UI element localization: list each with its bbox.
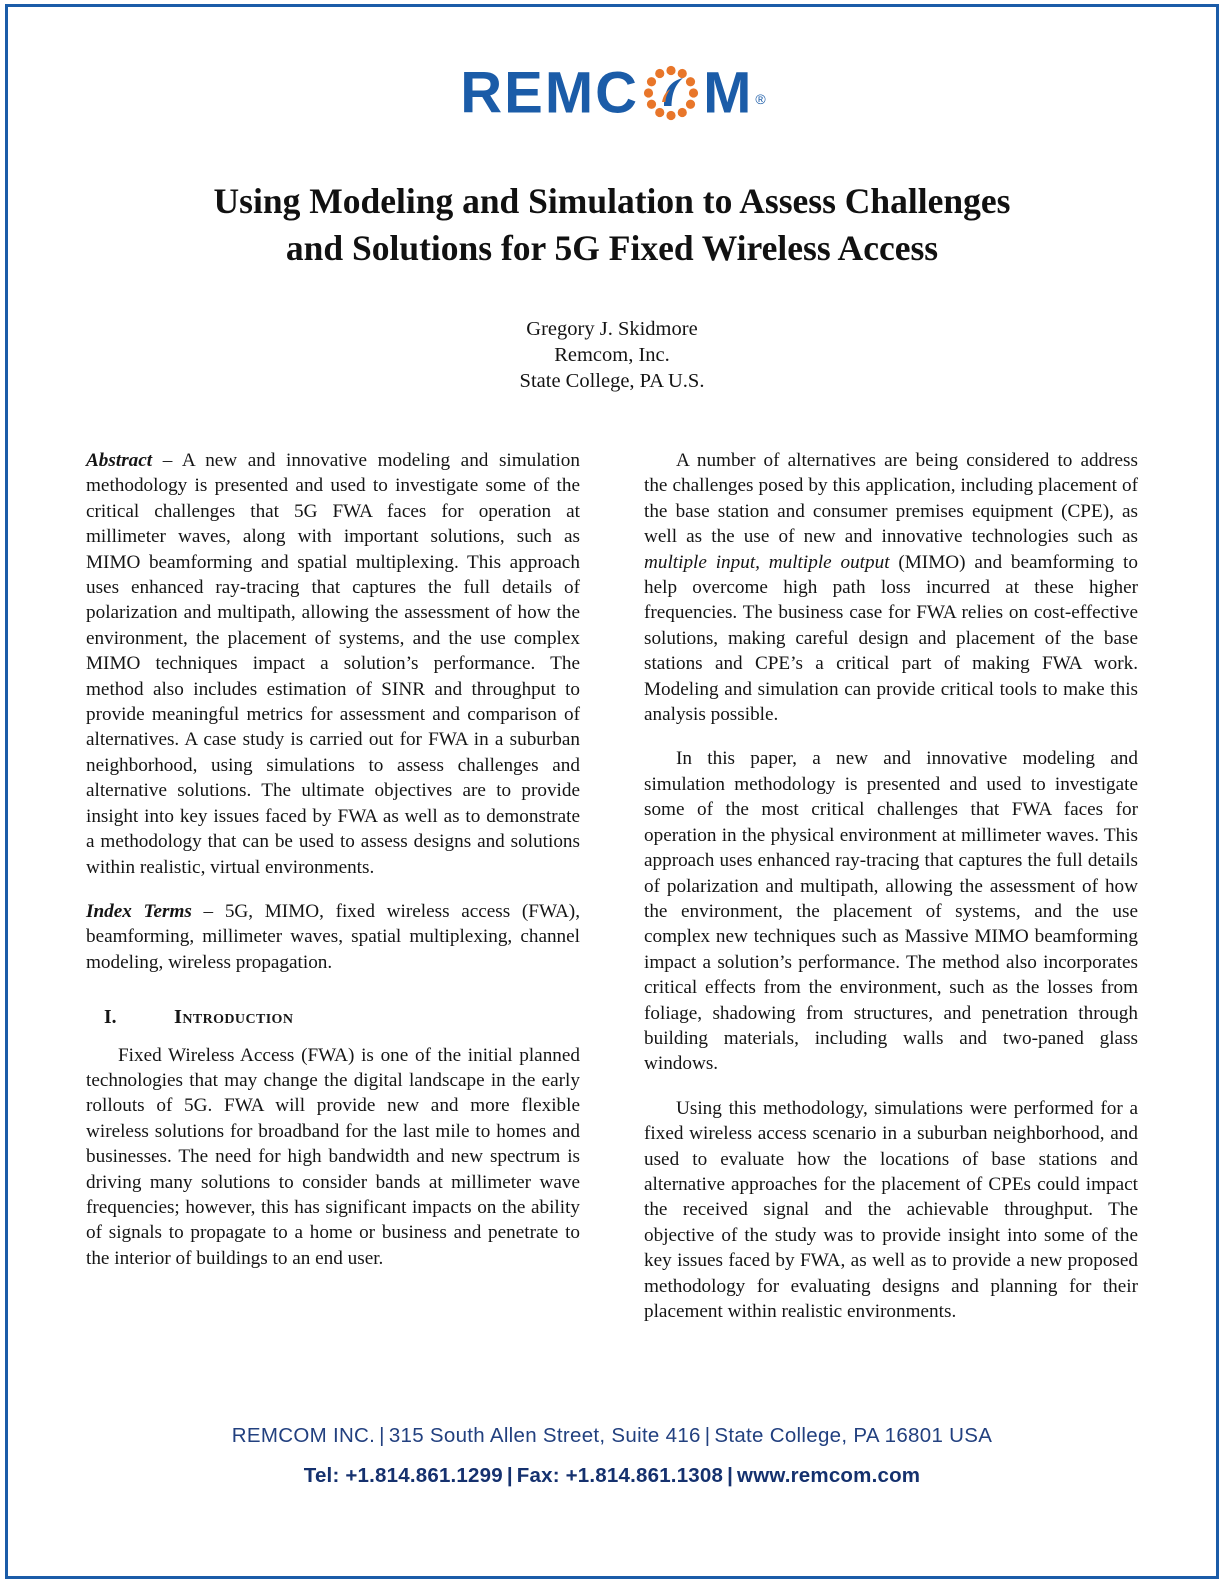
left-column (86, 448, 580, 1290)
abstract-paragraph (86, 448, 580, 880)
footer-city-state-zip: State College, PA 16801 USA (714, 1424, 993, 1447)
introduction-paragraph: Fixed Wireless Access (FWA) is one of the initial planned technologies that may change the digital landscape in the early rollouts of 5G. FWA will provide new and more flexible wireless solutions for broadband for the last mile to homes and businesses. The need for high bandwidth and new spectrum is driving many solutions to consider bands at millimeter wave frequencies; however, this has significant impacts on the ability of signals to propagate to a home or business and penetrate to the interior of buildings to an end user. (86, 1044, 580, 1269)
body-columns (86, 448, 1138, 1322)
abstract-dash: – (152, 450, 182, 471)
section-number: I. (104, 1007, 117, 1029)
paper-title-line-1: Using Modeling and Simulation to Assess Challenges (213, 181, 1011, 221)
footer-separator-3: | (506, 1464, 513, 1487)
section-title: Introduction (174, 1006, 294, 1029)
index-terms-paragraph (86, 899, 580, 975)
author-location: State College, PA U.S. (519, 370, 705, 392)
paper-title-line-2: and Solutions for 5G Fixed Wireless Access (285, 228, 939, 268)
footer-separator-1: | (379, 1424, 385, 1447)
paper-title (120, 178, 1104, 272)
registered-trademark-icon: ® (755, 91, 766, 107)
author-block (162, 316, 1062, 394)
logo-header (0, 62, 1224, 124)
remcom-logo (460, 60, 766, 126)
index-terms-dash: – (191, 900, 225, 922)
index-terms-label: Index Terms (86, 900, 192, 922)
footer-telephone: Tel: +1.814.861.1299 (303, 1464, 503, 1487)
section-heading-introduction (86, 1005, 580, 1030)
logo-o-dotted-circle-icon (640, 62, 702, 124)
footer-fax: Fax: +1.814.861.1308 (516, 1464, 724, 1487)
footer-separator-2: | (704, 1424, 711, 1447)
author-affiliation: Remcom, Inc. (554, 344, 670, 366)
abstract-body: A new and innovative modeling and simulation methodology is presented and used to investigate some of the critical challenges that 5G FWA faces for operation at millimeter waves, along with important solutions, such as MIMO beamforming and spatial multiplexing. This approach uses enhanced ray-tracing that captures the full details of polarization and multipath, allowing the assessment of how the environment, the placement of systems, and the use complex MIMO techniques impact a solution’s performance. The method also includes estimation of SINR and throughput to provide meaningful metrics for assessment and comparison of alternatives. A case study is carried out for FWA in a suburban neighborhood, using simulations to assess challenges and alternative solutions. The ultimate objectives are to provide insight into key issues faced by FWA as well as to demonstrate a methodology that can be used to assess designs and solutions within realistic, virtual environments. (86, 450, 580, 878)
right-paragraph-1-italic-term: multiple input, multiple output (644, 551, 890, 573)
right-column (644, 448, 1138, 1324)
logo-text-before: REMC (460, 60, 640, 126)
author-name: Gregory J. Skidmore (526, 318, 698, 340)
footer-address: 315 South Allen Street, Suite 416 (388, 1424, 701, 1447)
right-paragraph-1-part-1: A number of alternatives are being considered to address the challenges posed by this application, including placement of the base station and consumer premises equipment (CPE), as well as the use of new and innovative technologies such as (644, 450, 1138, 548)
abstract-label: Abstract (86, 450, 153, 471)
logo-text-after: M (703, 60, 754, 126)
footer-separator-4: | (727, 1464, 734, 1487)
right-paragraph-1 (644, 448, 1138, 727)
footer-address-line (0, 1424, 1224, 1448)
footer-company: REMCOM INC. (231, 1424, 376, 1447)
footer-website-link[interactable]: www.remcom.com (737, 1464, 921, 1487)
right-paragraph-2: In this paper, a new and innovative modeling and simulation methodology is presented and used to investigate some of the most critical challenges that FWA faces for operation in the physical environment at millimeter waves. This approach uses enhanced ray-tracing that captures the full details of polarization and multipath, allowing the assessment of how the environment, the placement of systems, and the use complex new techniques such as Massive MIMO beamforming impact a solution’s performance. The method also incorporates critical effects from the environment, such as the losses from foliage, shadowing from structures, and penetration through building materials, including walls and two-paned glass windows. (644, 748, 1138, 1075)
right-paragraph-3: Using this methodology, simulations were performed for a fixed wireless access scenario in a suburban neighborhood, and used to evaluate how the locations of base stations and alternative approaches for the placement of CPEs could impact the received signal and the achievable throughput. The objective of the study was to provide insight into some of the key issues faced by FWA, as well as to provide a new proposed methodology for evaluating designs and planning for their placement within realistic environments. (644, 1097, 1138, 1322)
page-footer (0, 1424, 1224, 1488)
right-paragraph-1-part-2: (MIMO) and beamforming to help overcome high path loss incurred at these higher frequencies. The business case for FWA relies on cost-effective solutions, making careful design and placement of the base stations and CPE’s a critical part of making FWA work. Modeling and simulation can provide critical tools to make this analysis possible. (644, 551, 1138, 726)
index-terms-body: 5G, MIMO, fixed wireless access (FWA), beamforming, millimeter waves, spatial multiplexing, channel modeling, wireless propagation. (86, 900, 580, 973)
footer-contact-line (0, 1464, 1224, 1488)
